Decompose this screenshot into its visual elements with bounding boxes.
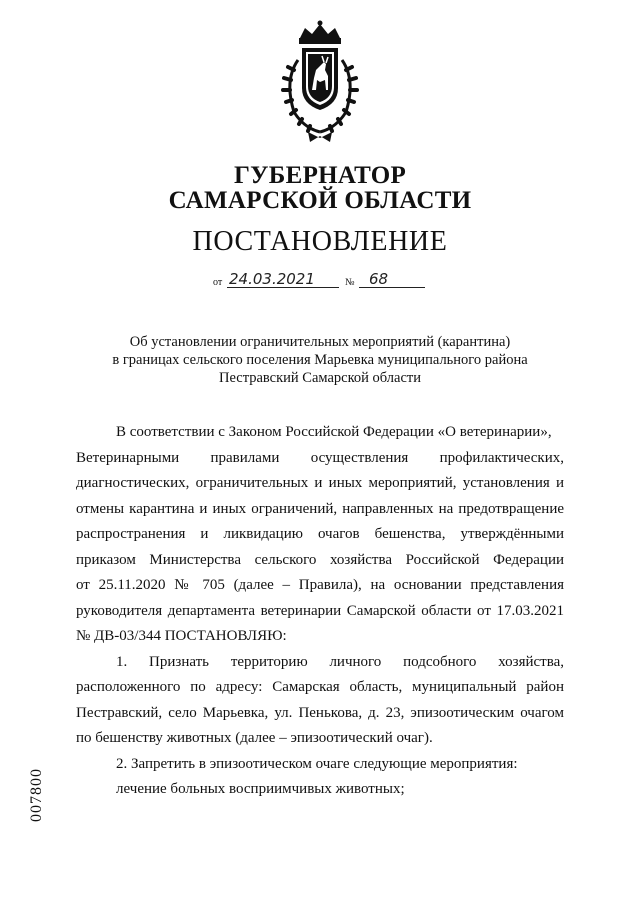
body-line: руководителя департамента ветеринарии Самарской области от 17.03.2021 (76, 602, 564, 619)
document-subject (60, 333, 580, 387)
subject-line: Пестравский Самарской области (218, 370, 421, 386)
body-line: лечение больных восприимчивых животных; (116, 781, 405, 797)
subject-line: Об установлении ограничительных мероприятий (карантина) (129, 334, 511, 350)
authority-title-line1: ГУБЕРНАТОР (233, 162, 407, 189)
date-label: от (213, 277, 223, 288)
subject-line: в границах сельского поселения Марьевка муниципального района (112, 352, 528, 368)
body-line: от 25.11.2020 № 705 (далее – Правила), на основании представления (76, 577, 564, 593)
body-line: 2. Запретить в эпизоотическом очаге следующие мероприятия: (116, 755, 518, 772)
body-line: отмены карантина и иных ограничений, направленных на предотвращение (76, 500, 564, 517)
body-line: по бешенству животных (далее – эпизоотический очаг). (76, 730, 433, 746)
document-type-heading: ПОСТАНОВЛЕНИЕ (192, 226, 448, 257)
body-line: 1. Признать территорию личного подсобного хозяйства, (116, 653, 564, 670)
body-line: приказом Министерства сельского хозяйства Российской Федерации (76, 551, 564, 568)
number-underline (359, 287, 425, 288)
authority-title-line2: САМАРСКОЙ ОБЛАСТИ (168, 187, 472, 214)
number-label: № (345, 277, 355, 288)
date-number-line (213, 270, 443, 292)
handwritten-number: 68 (369, 270, 389, 288)
handwritten-date: 24.03.2021 (229, 270, 315, 288)
document-body (76, 420, 564, 803)
body-line: № ДВ-03/344 ПОСТАНОВЛЯЮ: (76, 628, 287, 644)
body-line: распространения и ликвидацию очагов бешенства, утверждёнными (76, 526, 564, 542)
side-registration-stamp (28, 764, 54, 826)
coat-of-arms-icon (270, 20, 370, 145)
date-underline (227, 287, 339, 288)
body-line: диагностических, ограничительных и иных мероприятий, установления и (76, 475, 564, 491)
body-line: В соответствии с Законом Российской Федерации «О ветеринарии», (116, 424, 552, 440)
body-line: расположенного по адресу: Самарская область, муниципальный район (76, 679, 564, 695)
body-line: Ветеринарными правилами осуществления профилактических, (76, 449, 564, 466)
registration-number: 007800 (28, 768, 45, 822)
body-line: Пестравский, село Марьевка, ул. Пенькова, д. 23, эпизоотическим очагом (76, 704, 564, 721)
